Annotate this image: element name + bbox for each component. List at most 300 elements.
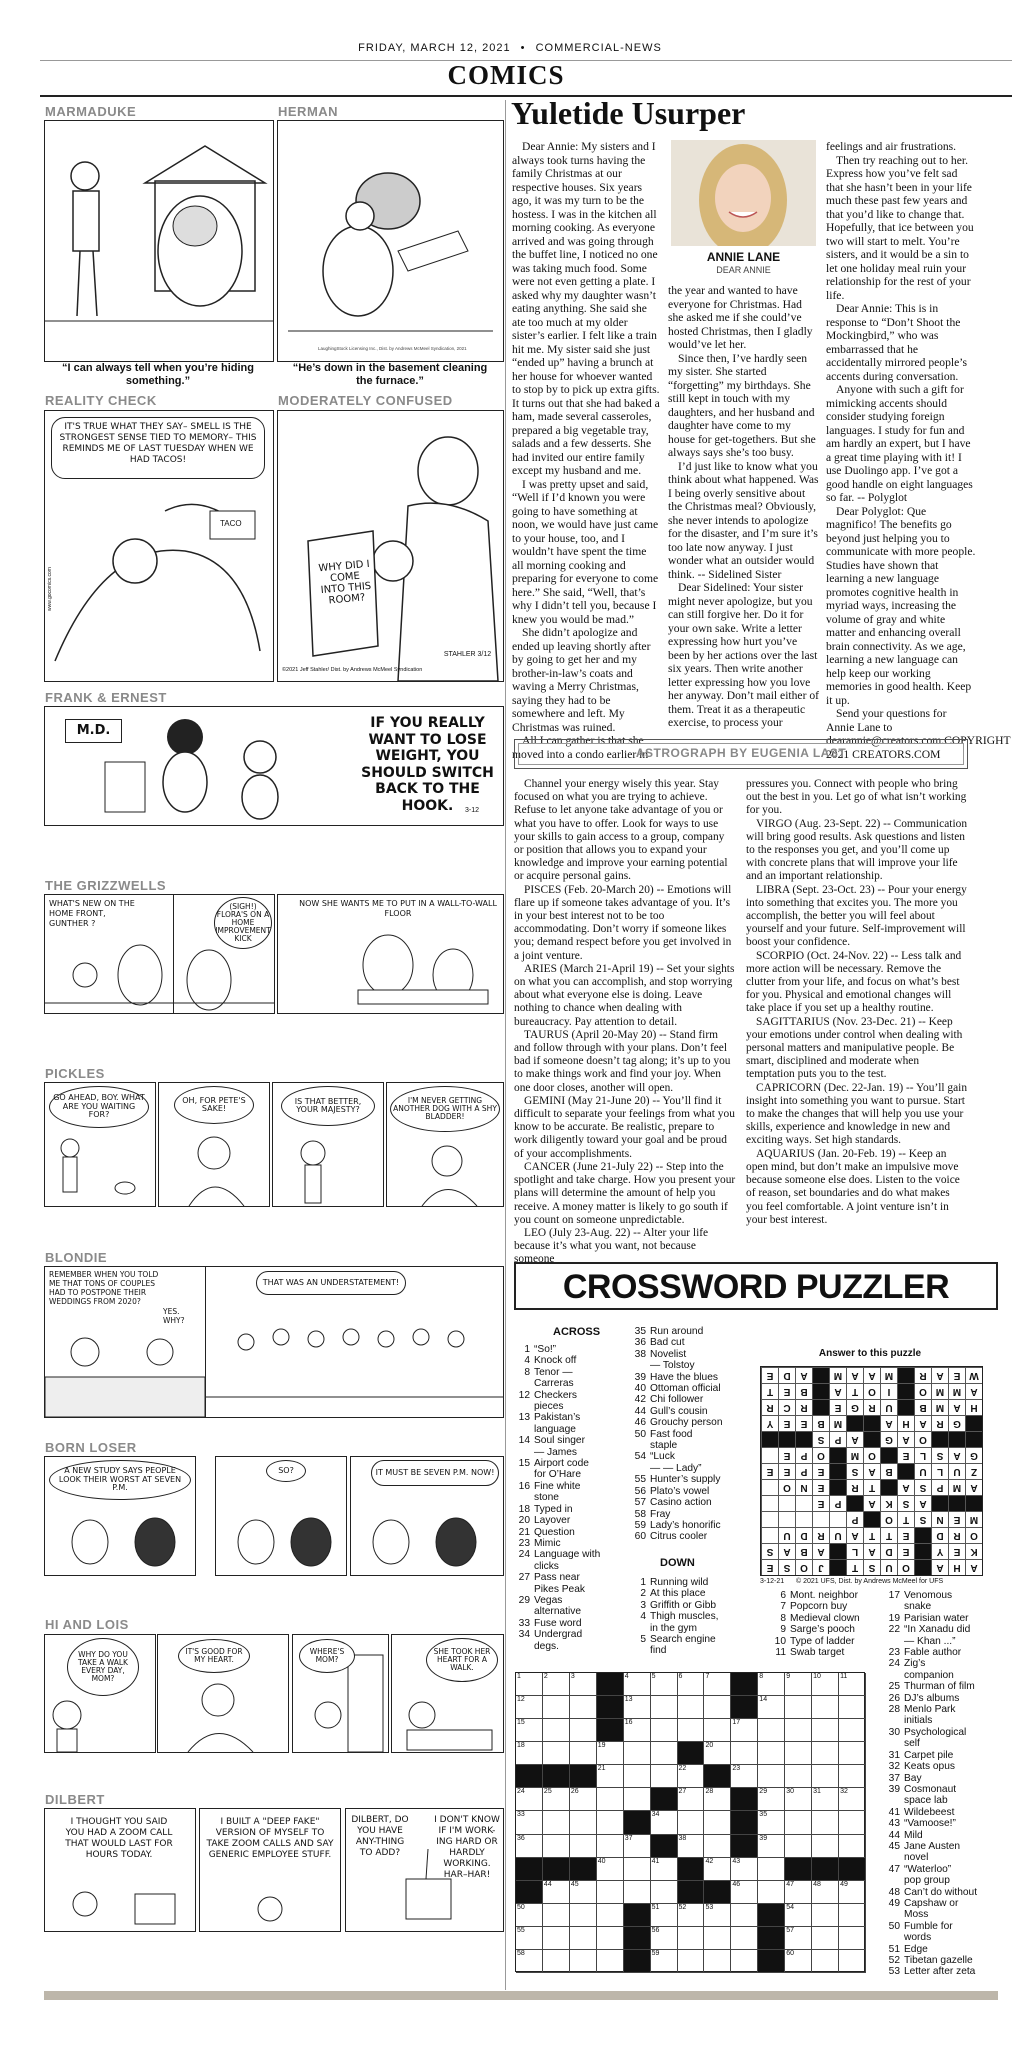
clue-text: Carreras <box>534 1378 574 1390</box>
grid-cell[interactable] <box>785 1765 812 1788</box>
grid-cell[interactable] <box>516 1696 543 1719</box>
grid-cell[interactable] <box>597 1904 624 1927</box>
grid-cell[interactable] <box>758 1835 785 1858</box>
clue-row <box>768 1590 880 1601</box>
answer-cell: S <box>778 1559 795 1575</box>
grid-cell[interactable] <box>785 1950 812 1973</box>
clue-text: Fine white <box>534 1480 581 1492</box>
grid-cell[interactable] <box>839 1788 866 1811</box>
answer-cell: G <box>880 1431 897 1447</box>
answer-block <box>846 1495 863 1511</box>
answer-cell: T <box>846 1559 863 1575</box>
clue-row <box>512 1629 624 1640</box>
clue-number: 41 <box>888 1806 900 1818</box>
grid-cell[interactable] <box>785 1673 812 1696</box>
grid-cell[interactable] <box>570 1927 597 1950</box>
astro-title: ASTROGRAPH BY EUGENIA LAST <box>635 746 847 760</box>
grid-cell[interactable] <box>543 1673 570 1696</box>
clue-row <box>628 1429 748 1440</box>
clue-number: 9 <box>780 1624 786 1636</box>
grid-cell[interactable] <box>543 1927 570 1950</box>
clue-row <box>512 1435 624 1446</box>
grid-cell[interactable] <box>785 1811 812 1834</box>
grid-cell[interactable] <box>812 1696 839 1719</box>
answer-cell: P <box>846 1511 863 1527</box>
grid-block <box>731 1696 758 1719</box>
grid-cell[interactable] <box>543 1788 570 1811</box>
clue-row <box>512 1527 624 1538</box>
grid-block <box>758 1927 785 1950</box>
grid-cell[interactable] <box>543 1950 570 1973</box>
grid-cell[interactable] <box>839 1835 866 1858</box>
answer-block <box>812 1367 829 1383</box>
grid-cell[interactable] <box>678 1950 705 1973</box>
grid-cell[interactable] <box>704 1927 731 1950</box>
clue-text: “Luck <box>650 1451 675 1463</box>
answer-cell: O <box>897 1559 914 1575</box>
grid-cell[interactable] <box>516 1811 543 1834</box>
clue-row <box>882 1784 996 1795</box>
grid-cell[interactable] <box>624 1742 651 1765</box>
answer-cell: U <box>778 1527 795 1543</box>
grid-cell[interactable] <box>624 1765 651 1788</box>
grid-cell[interactable] <box>731 1904 758 1927</box>
grid-cell[interactable] <box>812 1881 839 1904</box>
grid-cell[interactable] <box>543 1696 570 1719</box>
clue-number: 50 <box>888 1920 900 1932</box>
answer-cell: P <box>795 1463 812 1479</box>
clue-number: 5 <box>640 1634 646 1646</box>
answer-cell: A <box>778 1543 795 1559</box>
grid-cell[interactable] <box>570 1950 597 1973</box>
answer-cell: A <box>931 1559 948 1575</box>
grid-cell[interactable] <box>597 1858 624 1881</box>
grid-cell[interactable] <box>570 1673 597 1696</box>
answer-cell <box>761 1511 778 1527</box>
grid-cell[interactable] <box>731 1950 758 1973</box>
clue-text: Fable author <box>904 1647 962 1659</box>
frank-ernest-bubble: IF YOU REALLY WANT TO LOSE WEIGHT, YOU SHOULD SWITCH BACK TO THE HOOK. <box>361 715 494 814</box>
pickles-bubble-2: OH, FOR PETE'S SAKE! <box>174 1086 254 1124</box>
grizzwells-panel-3 <box>277 894 504 1014</box>
grid-cell[interactable] <box>812 1835 839 1858</box>
grid-cell[interactable] <box>570 1904 597 1927</box>
marmaduke-caption: “I can always tell when you’re hiding something.” <box>62 362 254 387</box>
clue-number: 10 <box>774 1635 786 1647</box>
answer-cell <box>795 1495 812 1511</box>
answer-cell: A <box>948 1399 965 1415</box>
clue-text: Thigh muscles, <box>650 1611 719 1623</box>
grid-cell[interactable] <box>812 1788 839 1811</box>
grid-cell[interactable] <box>758 1742 785 1765</box>
grid-number: 47 <box>786 1880 795 1888</box>
grid-cell[interactable] <box>678 1788 705 1811</box>
clue-row <box>882 1818 996 1829</box>
moderately-confused-art <box>278 411 503 681</box>
grid-cell[interactable] <box>570 1788 597 1811</box>
grid-cell[interactable] <box>758 1696 785 1719</box>
clue-row <box>512 1469 624 1480</box>
answer-cell: M <box>846 1447 863 1463</box>
grid-cell[interactable] <box>678 1811 705 1834</box>
advice-col2-p3: I’d just like to know what you think about what happened. Was I being overly sensitive about the Christmas meal? Obviously, she never intends to apologize for the disaster, and I’m sure it’s too late now anyway. I just wonder what an outsider would think. -- Sidelined Sister <box>668 459 819 581</box>
grid-cell[interactable] <box>704 1811 731 1834</box>
grid-cell[interactable] <box>678 1835 705 1858</box>
grid-cell[interactable] <box>839 1765 866 1788</box>
clue-text: — Khan ...” <box>904 1635 956 1647</box>
clue-text: language <box>534 1423 576 1435</box>
clue-number: 20 <box>518 1515 530 1527</box>
grid-cell[interactable] <box>624 1858 651 1881</box>
grid-cell[interactable] <box>597 1927 624 1950</box>
grid-cell[interactable] <box>651 1858 678 1881</box>
grid-cell[interactable] <box>543 1881 570 1904</box>
grid-cell[interactable] <box>651 1673 678 1696</box>
grid-number: 6 <box>678 1673 683 1680</box>
grid-number: 3 <box>570 1673 575 1680</box>
crossword-grid <box>515 1672 865 1972</box>
answer-cell: R <box>931 1415 948 1431</box>
clue-row <box>628 1634 748 1645</box>
grid-cell[interactable] <box>731 1719 758 1742</box>
grid-cell[interactable] <box>704 1696 731 1719</box>
grid-cell[interactable] <box>543 1904 570 1927</box>
strip-label-reality-check: REALITY CHECK <box>45 393 157 408</box>
grid-cell[interactable] <box>704 1835 731 1858</box>
answer-block <box>965 1431 982 1447</box>
blondie-panel-1 <box>44 1266 206 1418</box>
answer-cell: M <box>931 1383 948 1399</box>
grid-number: 8 <box>759 1673 764 1680</box>
hi-lois-panel-1 <box>44 1634 156 1753</box>
clue-row <box>512 1561 624 1572</box>
grid-cell[interactable] <box>812 1765 839 1788</box>
answer-block <box>761 1431 778 1447</box>
answer-block <box>863 1511 880 1527</box>
grid-cell[interactable] <box>812 1811 839 1834</box>
grid-cell[interactable] <box>597 1835 624 1858</box>
clue-text: Medieval clown <box>790 1612 860 1624</box>
grid-cell[interactable] <box>812 1904 839 1927</box>
answer-cell: E <box>897 1447 914 1463</box>
clue-row <box>512 1538 624 1549</box>
grid-cell[interactable] <box>839 1881 866 1904</box>
answer-cell: S <box>931 1447 948 1463</box>
answer-cell: Z <box>965 1463 982 1479</box>
grid-cell[interactable] <box>516 1742 543 1765</box>
clue-text: Chi follower <box>650 1394 704 1406</box>
answer-cell <box>829 1511 846 1527</box>
grid-number: 39 <box>759 1834 768 1842</box>
dateline-date: FRIDAY, MARCH 12, 2021 <box>358 42 511 54</box>
clue-text: Pikes Peak <box>534 1583 585 1595</box>
clue-row <box>882 1864 996 1875</box>
grid-number: 12 <box>517 1696 525 1704</box>
answer-cell: R <box>795 1399 812 1415</box>
answer-block <box>829 1447 846 1463</box>
grid-cell[interactable] <box>543 1811 570 1834</box>
clue-row <box>512 1390 624 1401</box>
clue-row <box>882 1944 996 1955</box>
grid-cell[interactable] <box>839 1696 866 1719</box>
grid-cell[interactable] <box>704 1719 731 1742</box>
grid-cell[interactable] <box>839 1673 866 1696</box>
answer-date: 3-12-21 <box>760 1578 785 1585</box>
grid-cell[interactable] <box>570 1719 597 1742</box>
grid-cell[interactable] <box>624 1835 651 1858</box>
grid-cell[interactable] <box>651 1742 678 1765</box>
advice-col3-p4: Anyone with such a gift for mimicking accents should consider studying foreign languages. I study for fun and am hardly an expert, but I have a great time playing with it! I use Duolingo app. I’ve got a good handle on eight languages so far. -- Polyglot <box>826 383 973 504</box>
grid-cell[interactable] <box>704 1788 731 1811</box>
grid-cell[interactable] <box>570 1696 597 1719</box>
grid-cell[interactable] <box>543 1719 570 1742</box>
reality-check-art <box>45 411 273 681</box>
clue-row <box>768 1636 880 1647</box>
grid-cell[interactable] <box>812 1927 839 1950</box>
grid-cell[interactable] <box>570 1742 597 1765</box>
grid-cell[interactable] <box>812 1950 839 1973</box>
clue-row <box>512 1572 624 1583</box>
grid-cell[interactable] <box>678 1696 705 1719</box>
grid-cell[interactable] <box>597 1742 624 1765</box>
blondie-bubble-2: YES. WHY? <box>163 1307 185 1325</box>
across-clues-b <box>628 1326 748 1543</box>
astro-leo: LEO (July 23-Aug. 22) -- Alter your life because it’s what you want, not because someone <box>514 1226 709 1266</box>
answer-block <box>778 1431 795 1447</box>
answer-cell <box>761 1527 778 1543</box>
grid-cell[interactable] <box>570 1811 597 1834</box>
grid-cell[interactable] <box>785 1696 812 1719</box>
clue-text: Popcorn buy <box>790 1601 848 1613</box>
grid-block <box>597 1696 624 1719</box>
clue-text: Edge <box>904 1943 928 1955</box>
grid-cell[interactable] <box>839 1742 866 1765</box>
answer-cell <box>761 1479 778 1495</box>
grid-number: 17 <box>732 1719 741 1727</box>
clue-text: Zig’s <box>904 1658 926 1670</box>
clue-row <box>512 1447 624 1458</box>
clue-text: Parisian water <box>904 1612 969 1624</box>
grid-cell[interactable] <box>651 1696 678 1719</box>
grid-cell[interactable] <box>570 1835 597 1858</box>
clue-text: Venomous <box>904 1590 953 1601</box>
grid-block <box>624 1904 651 1927</box>
grid-cell[interactable] <box>651 1881 678 1904</box>
grid-cell[interactable] <box>597 1788 624 1811</box>
clue-row <box>512 1424 624 1435</box>
grid-cell[interactable] <box>624 1881 651 1904</box>
clue-text: pop group <box>904 1875 950 1887</box>
grid-cell[interactable] <box>785 1904 812 1927</box>
answer-cell: T <box>880 1527 897 1543</box>
grid-cell[interactable] <box>785 1835 812 1858</box>
grid-cell[interactable] <box>651 1719 678 1742</box>
grid-number: 53 <box>705 1903 714 1911</box>
clue-row <box>882 1773 996 1784</box>
grid-cell[interactable] <box>812 1673 839 1696</box>
grid-cell[interactable] <box>597 1881 624 1904</box>
grid-cell[interactable] <box>651 1765 678 1788</box>
clue-text: Layover <box>534 1515 571 1527</box>
grid-block <box>570 1765 597 1788</box>
grid-cell[interactable] <box>758 1673 785 1696</box>
clue-number: 34 <box>518 1629 530 1641</box>
grid-number: 27 <box>678 1788 687 1796</box>
clue-row <box>882 1681 996 1692</box>
herman-art <box>278 121 503 361</box>
grid-number: 49 <box>840 1880 848 1888</box>
grid-cell[interactable] <box>516 1719 543 1742</box>
grid-cell[interactable] <box>731 1927 758 1950</box>
grid-cell[interactable] <box>651 1950 678 1973</box>
section-title: COMICS <box>447 60 565 90</box>
clue-number: 53 <box>888 1966 900 1978</box>
clue-row <box>882 1887 996 1898</box>
grid-cell[interactable] <box>624 1696 651 1719</box>
answer-block <box>914 1543 931 1559</box>
clue-row <box>628 1383 748 1394</box>
astro-aries: ARIES (March 21-April 19) -- Set your sights on what you can accomplish, and stop worrying about what everyone else is doing. Leave nothing to chance when dealing with bureaucracy. Pay attention to detail. <box>514 962 735 1028</box>
grid-cell[interactable] <box>785 1719 812 1742</box>
grid-cell[interactable] <box>624 1788 651 1811</box>
answer-cell: O <box>863 1447 880 1463</box>
grid-cell[interactable] <box>624 1719 651 1742</box>
grid-cell[interactable] <box>597 1811 624 1834</box>
grid-cell[interactable] <box>704 1904 731 1927</box>
clue-text: Hunter’s supply <box>650 1474 721 1486</box>
answer-cell: A <box>914 1495 931 1511</box>
grid-cell[interactable] <box>678 1719 705 1742</box>
dateline-separator: • <box>520 42 526 54</box>
grid-cell[interactable] <box>758 1811 785 1834</box>
grid-cell[interactable] <box>731 1858 758 1881</box>
answer-block <box>931 1495 948 1511</box>
answer-cell: A <box>931 1367 948 1383</box>
answer-block <box>897 1399 914 1415</box>
answer-cell <box>812 1511 829 1527</box>
clue-row <box>882 1636 996 1647</box>
clue-number: 8 <box>780 1612 786 1624</box>
grid-cell[interactable] <box>731 1765 758 1788</box>
clue-row <box>512 1401 624 1412</box>
grid-cell[interactable] <box>785 1881 812 1904</box>
grid-block <box>516 1765 543 1788</box>
grid-number: 20 <box>705 1742 714 1750</box>
columnist-photo <box>671 140 816 246</box>
grid-cell[interactable] <box>516 1927 543 1950</box>
grid-cell[interactable] <box>678 1765 705 1788</box>
grid-cell[interactable] <box>758 1765 785 1788</box>
clue-number: 55 <box>634 1474 646 1486</box>
clue-text: Capshaw or <box>904 1897 959 1909</box>
grid-cell[interactable] <box>624 1673 651 1696</box>
grid-cell[interactable] <box>516 1673 543 1696</box>
grid-cell[interactable] <box>731 1742 758 1765</box>
grid-cell[interactable] <box>651 1811 678 1834</box>
grid-cell[interactable] <box>812 1742 839 1765</box>
answer-block <box>829 1559 846 1575</box>
grid-cell[interactable] <box>678 1673 705 1696</box>
grid-cell[interactable] <box>678 1904 705 1927</box>
grid-cell[interactable] <box>570 1881 597 1904</box>
answer-cell: A <box>846 1367 863 1383</box>
grid-cell[interactable] <box>731 1881 758 1904</box>
grid-cell[interactable] <box>839 1950 866 1973</box>
grid-cell[interactable] <box>785 1742 812 1765</box>
advice-col2-p1: the year and wanted to have everyone for Christmas. Had she asked me if she could’ve hosted Christmas, then I gladly would’ve let her. <box>668 284 813 351</box>
clue-text: Lady’s honorific <box>650 1519 721 1531</box>
grid-cell[interactable] <box>785 1788 812 1811</box>
grid-cell[interactable] <box>543 1835 570 1858</box>
down-clues-b <box>768 1590 880 1658</box>
grid-number: 48 <box>813 1880 821 1888</box>
grid-cell[interactable] <box>704 1673 731 1696</box>
grid-cell[interactable] <box>758 1881 785 1904</box>
grid-cell[interactable] <box>651 1904 678 1927</box>
grid-cell[interactable] <box>839 1719 866 1742</box>
grid-cell[interactable] <box>704 1742 731 1765</box>
grid-cell[interactable] <box>516 1835 543 1858</box>
clue-text: Wildebeest <box>904 1806 955 1818</box>
clue-text: Vegas <box>534 1594 563 1606</box>
clue-number: 1 <box>524 1344 530 1355</box>
answer-block <box>863 1431 880 1447</box>
clue-text: — Tolstoy <box>650 1360 695 1372</box>
clue-text: Keats opus <box>904 1761 955 1773</box>
answer-cell: E <box>812 1495 829 1511</box>
astro-header-box <box>514 739 968 769</box>
clue-text: alternative <box>534 1606 582 1618</box>
grid-cell[interactable] <box>516 1904 543 1927</box>
grid-cell[interactable] <box>758 1719 785 1742</box>
grid-cell[interactable] <box>516 1788 543 1811</box>
grid-cell[interactable] <box>839 1927 866 1950</box>
moderately-confused-panel <box>277 410 504 682</box>
grid-cell[interactable] <box>597 1765 624 1788</box>
grid-cell[interactable] <box>678 1927 705 1950</box>
answer-cell: T <box>863 1479 880 1495</box>
grid-cell[interactable] <box>651 1927 678 1950</box>
grid-number: 9 <box>786 1673 791 1680</box>
marmaduke-art <box>45 121 273 361</box>
grid-cell[interactable] <box>543 1742 570 1765</box>
moderately-confused-book: WHY DID I COME INTO THIS ROOM? <box>318 558 372 607</box>
answer-cell: I <box>880 1383 897 1399</box>
grid-cell[interactable] <box>812 1719 839 1742</box>
dilbert-panel-3 <box>345 1808 504 1932</box>
grid-cell[interactable] <box>758 1858 785 1881</box>
answer-cell: S <box>863 1559 880 1575</box>
answer-cell: R <box>846 1479 863 1495</box>
grid-block <box>624 1811 651 1834</box>
grid-cell[interactable] <box>704 1858 731 1881</box>
answer-cell: U <box>948 1463 965 1479</box>
strip-label-herman: HERMAN <box>278 104 339 119</box>
grizzwells-bubble-1: WHAT'S NEW ON THE HOME FRONT, GUNTHER ? <box>49 899 135 928</box>
grid-cell[interactable] <box>704 1950 731 1973</box>
answer-cell: U <box>829 1527 846 1543</box>
grid-cell[interactable] <box>839 1904 866 1927</box>
grid-cell[interactable] <box>785 1927 812 1950</box>
grid-cell[interactable] <box>597 1950 624 1973</box>
grid-cell[interactable] <box>516 1950 543 1973</box>
grid-cell[interactable] <box>758 1788 785 1811</box>
grid-cell[interactable] <box>839 1811 866 1834</box>
clue-text: Sarge’s pooch <box>790 1624 855 1636</box>
answer-cell: T <box>846 1383 863 1399</box>
clue-row <box>768 1647 880 1658</box>
answer-block <box>812 1399 829 1415</box>
